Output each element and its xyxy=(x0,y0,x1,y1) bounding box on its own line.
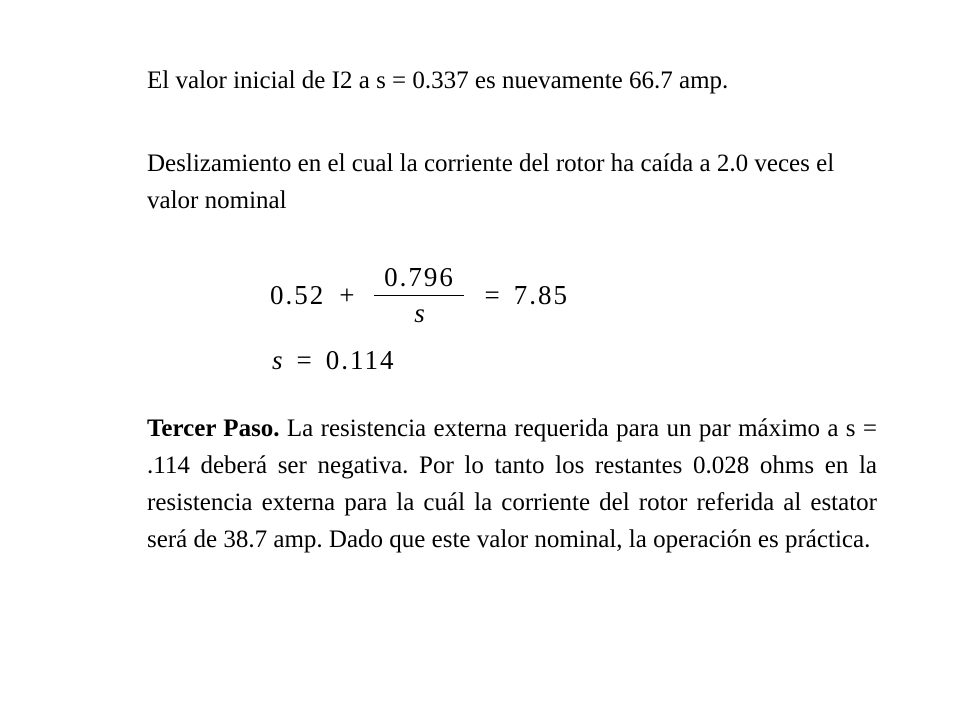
equals-sign: = xyxy=(484,279,500,310)
slip-equation xyxy=(270,255,569,335)
equation-result: 7.85 xyxy=(513,279,569,310)
slip-description: Deslizamiento en el cual la corriente del rotor ha caída a 2.0 veces el valor nominal xyxy=(147,150,835,214)
slip-result-equation xyxy=(272,342,396,378)
initial-value-statement: El valor inicial de I2 a s = 0.337 es nuevamente 66.7 amp. xyxy=(147,67,729,94)
third-step-heading: Tercer Paso. xyxy=(147,415,280,442)
fraction-denominator: s xyxy=(414,297,425,328)
equation-term: 0.52 xyxy=(270,279,326,310)
slip-variable: s xyxy=(272,344,283,375)
fraction xyxy=(374,262,464,329)
third-step-paragraph xyxy=(147,410,877,558)
third-step-text: La resistencia externa requerida para un par máximo a s = .114 deberá ser negativa. Por lo tanto los restantes 0.028 ohms en la resistencia externa para la cuál la corriente del rotor referida al estator será de 38.7 amp. Dado que este valor nominal, la operación es práctica. xyxy=(147,415,877,553)
slip-value: 0.114 xyxy=(325,344,396,375)
fraction-numerator: 0.796 xyxy=(384,261,455,292)
plus-sign: + xyxy=(339,279,355,310)
equals-sign: = xyxy=(296,344,312,375)
